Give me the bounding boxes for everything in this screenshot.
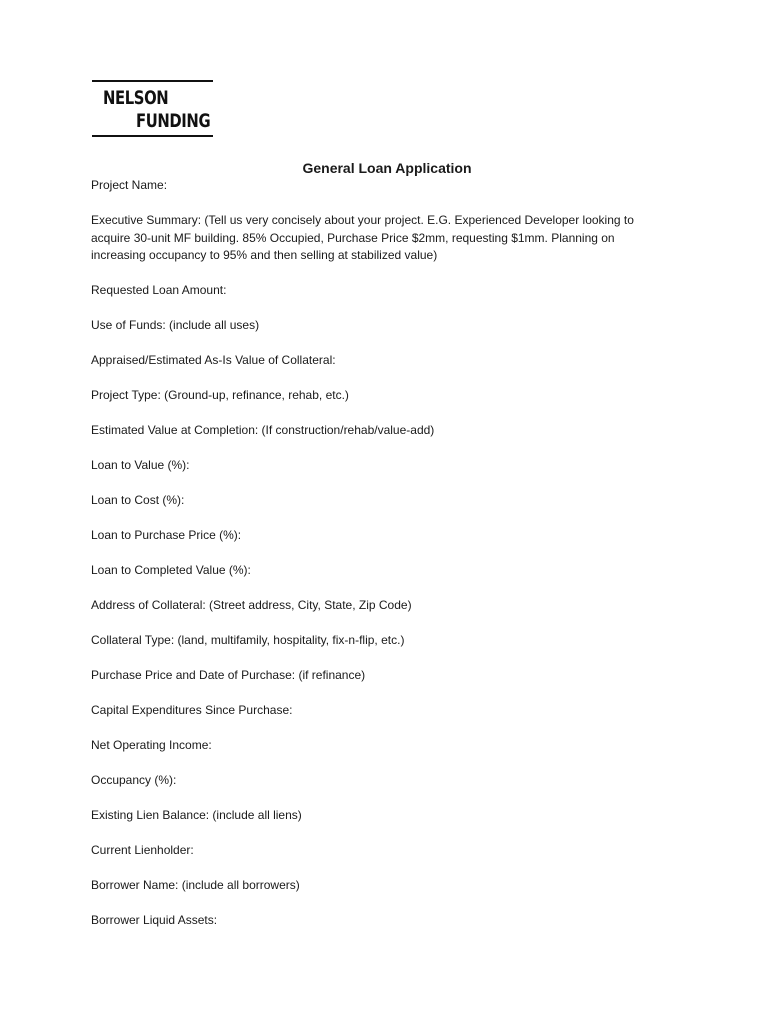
field-loan-to-value: Loan to Value (%):	[91, 458, 190, 472]
field-existing-lien-balance: Existing Lien Balance: (include all liens)	[91, 808, 302, 822]
field-collateral-address: Address of Collateral: (Street address, City, State, Zip Code)	[91, 598, 412, 612]
document-title: General Loan Application	[302, 160, 472, 176]
field-current-lienholder: Current Lienholder:	[91, 843, 194, 857]
field-project-name: Project Name:	[91, 178, 168, 192]
logo-word-funding: FUNDING	[136, 110, 211, 132]
field-purchase-price-date: Purchase Price and Date of Purchase: (if refinance)	[91, 668, 366, 682]
field-use-of-funds: Use of Funds: (include all uses)	[91, 318, 260, 332]
field-collateral-type: Collateral Type: (land, multifamily, hospitality, fix-n-flip, etc.)	[91, 633, 405, 647]
field-borrower-liquid-assets: Borrower Liquid Assets:	[91, 913, 218, 927]
field-loan-to-cost: Loan to Cost (%):	[91, 493, 185, 507]
field-borrower-name: Borrower Name: (include all borrowers)	[91, 878, 300, 892]
logo-bottom-rule	[92, 135, 213, 137]
field-capital-expenditures: Capital Expenditures Since Purchase:	[91, 703, 293, 717]
logo-word-nelson: NELSON	[103, 87, 169, 109]
field-occupancy: Occupancy (%):	[91, 773, 177, 787]
nelson-funding-logo	[92, 80, 213, 138]
field-as-is-value: Appraised/Estimated As-Is Value of Collateral:	[91, 353, 336, 367]
application-fields	[91, 177, 671, 947]
field-executive-summary: Executive Summary: (Tell us very concisely about your project. E.G. Experienced Developer looking to acquire 30-unit MF building. 85% Occupied, Purchase Price $2mm, requesting $1mm. Planning on increasing occupancy to 95% and then selling at stabilized value)	[91, 213, 634, 262]
field-requested-loan-amount: Requested Loan Amount:	[91, 283, 227, 297]
field-loan-to-completed-value: Loan to Completed Value (%):	[91, 563, 251, 577]
field-project-type: Project Type: (Ground-up, refinance, rehab, etc.)	[91, 388, 349, 402]
field-net-operating-income: Net Operating Income:	[91, 738, 212, 752]
field-loan-to-purchase-price: Loan to Purchase Price (%):	[91, 528, 242, 542]
field-value-at-completion: Estimated Value at Completion: (If construction/rehab/value-add)	[91, 423, 435, 437]
logo-top-rule	[92, 80, 213, 82]
